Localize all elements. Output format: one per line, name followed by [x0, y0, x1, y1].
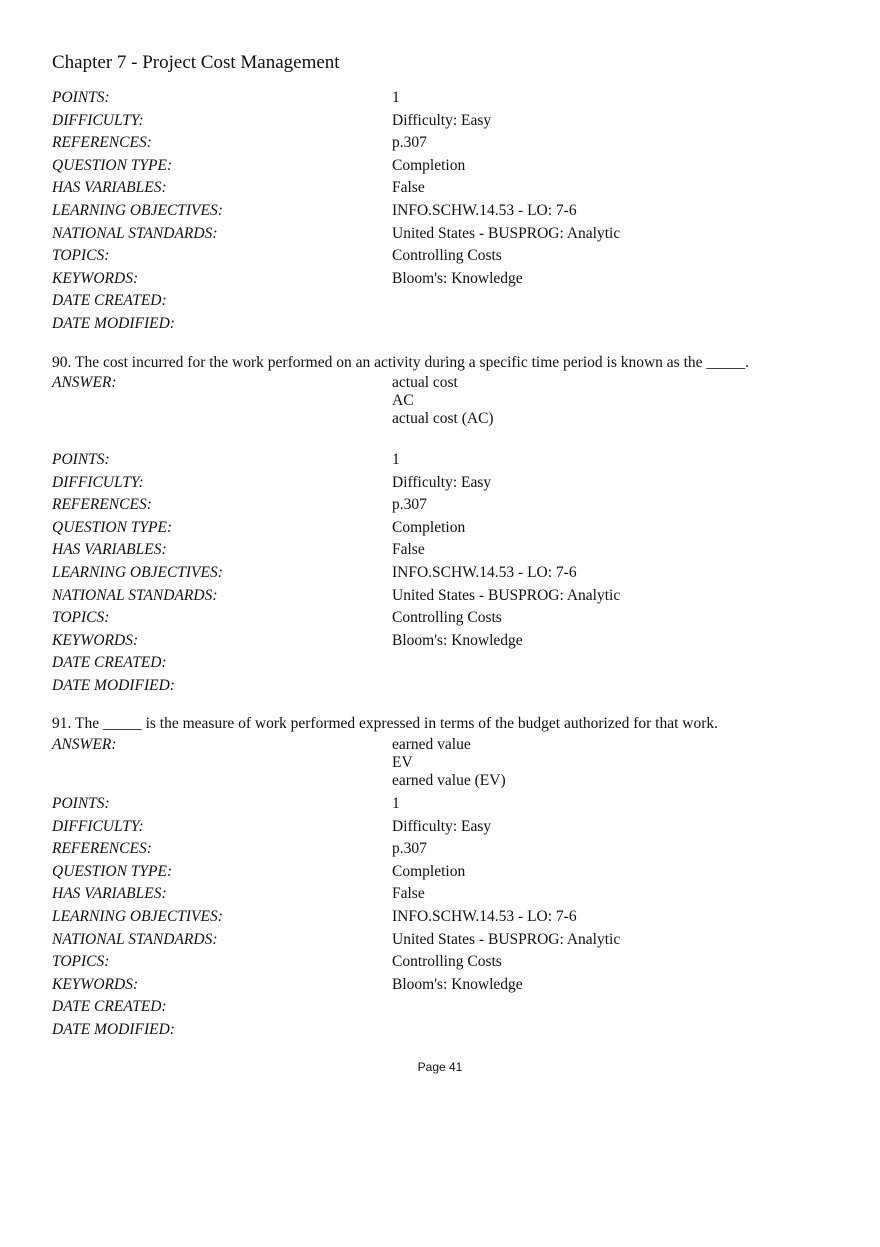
meta-row-question-type	[52, 155, 842, 178]
meta-label: DATE CREATED:	[52, 292, 167, 310]
meta-value: Bloom's: Knowledge	[392, 269, 523, 287]
meta-label: NATIONAL STANDARDS:	[52, 224, 218, 242]
question-90-text: 90. The cost incurred for the work performed on an activity during a specific time period is known as the _____.	[52, 354, 750, 371]
meta-value: Controlling Costs	[392, 953, 502, 971]
page-number: Page 41	[417, 1060, 463, 1074]
meta-label: DATE MODIFIED:	[52, 314, 175, 332]
meta-label: LEARNING OBJECTIVES:	[52, 201, 223, 219]
meta-label: DIFFICULTY:	[52, 473, 144, 491]
meta-label: POINTS:	[52, 89, 110, 106]
meta-label: LEARNING OBJECTIVES:	[52, 563, 223, 581]
meta-label: NATIONAL STANDARDS:	[52, 586, 218, 604]
meta-row-topics	[52, 245, 842, 268]
answer-value: earned value	[392, 736, 471, 753]
meta-value: False	[392, 541, 425, 559]
meta-value: p.307	[392, 840, 427, 858]
meta-row-difficulty	[52, 110, 842, 133]
meta-label: TOPICS:	[52, 247, 110, 265]
meta-row-national-standards	[52, 223, 842, 246]
answer-value: earned value (EV)	[392, 772, 506, 789]
meta-value: 1	[392, 795, 400, 812]
meta-row-points	[52, 449, 842, 472]
meta-value: p.307	[392, 496, 427, 514]
meta-label: NATIONAL STANDARDS:	[52, 930, 218, 948]
answer-values	[392, 374, 494, 428]
meta-value: Completion	[392, 518, 466, 536]
meta-value: Bloom's: Knowledge	[392, 631, 523, 649]
meta-value: United States - BUSPROG: Analytic	[392, 586, 621, 604]
meta-row-date-modified	[52, 313, 842, 336]
metadata-block-q90	[52, 449, 842, 698]
meta-row-references	[52, 494, 842, 517]
meta-value: Controlling Costs	[392, 247, 502, 265]
meta-value: Bloom's: Knowledge	[392, 975, 523, 993]
meta-value: False	[392, 179, 425, 197]
meta-label: DATE MODIFIED:	[52, 676, 175, 694]
meta-label: QUESTION TYPE:	[52, 156, 173, 174]
meta-label: DATE CREATED:	[52, 998, 167, 1016]
meta-label: DIFFICULTY:	[52, 817, 144, 835]
answer-label: ANSWER:	[52, 736, 117, 753]
meta-row-question-type	[52, 517, 842, 540]
meta-value: Difficulty: Easy	[392, 817, 492, 835]
meta-row-learning-objectives	[52, 906, 842, 929]
meta-row-national-standards	[52, 929, 842, 952]
meta-row-date-modified	[52, 1019, 842, 1042]
meta-value: Completion	[392, 862, 466, 880]
meta-value: Difficulty: Easy	[392, 111, 492, 129]
meta-label: REFERENCES:	[52, 134, 152, 152]
meta-label: QUESTION TYPE:	[52, 518, 173, 536]
meta-row-date-created	[52, 996, 842, 1019]
meta-value: INFO.SCHW.14.53 - LO: 7-6	[392, 563, 577, 581]
answer-value: AC	[392, 392, 414, 409]
meta-label: HAS VARIABLES:	[52, 885, 167, 903]
meta-value: Controlling Costs	[392, 609, 502, 627]
meta-label: POINTS:	[52, 795, 110, 812]
meta-row-points	[52, 87, 842, 110]
meta-row-difficulty	[52, 472, 842, 495]
meta-label: HAS VARIABLES:	[52, 179, 167, 197]
meta-value: 1	[392, 451, 400, 468]
meta-row-national-standards	[52, 585, 842, 608]
meta-label: QUESTION TYPE:	[52, 862, 173, 880]
meta-value: United States - BUSPROG: Analytic	[392, 930, 621, 948]
meta-row-difficulty	[52, 816, 842, 839]
meta-row-points	[52, 793, 842, 816]
meta-label: LEARNING OBJECTIVES:	[52, 907, 223, 925]
meta-row-keywords	[52, 268, 842, 291]
answer-value: actual cost (AC)	[392, 410, 494, 427]
meta-label: REFERENCES:	[52, 840, 152, 858]
meta-label: HAS VARIABLES:	[52, 541, 167, 559]
question-91-text: 91. The _____ is the measure of work performed expressed in terms of the budget authorized for that work.	[52, 715, 719, 732]
meta-row-question-type	[52, 861, 842, 884]
meta-row-date-created	[52, 652, 842, 675]
meta-row-keywords	[52, 974, 842, 997]
meta-label: DATE CREATED:	[52, 654, 167, 672]
meta-value: INFO.SCHW.14.53 - LO: 7-6	[392, 907, 577, 925]
answer-values	[392, 736, 506, 790]
meta-value: United States - BUSPROG: Analytic	[392, 224, 621, 242]
meta-value: Completion	[392, 156, 466, 174]
meta-value: 1	[392, 89, 400, 106]
metadata-block-q91	[52, 793, 842, 1042]
meta-row-has-variables	[52, 539, 842, 562]
meta-value: False	[392, 885, 425, 903]
meta-row-has-variables	[52, 177, 842, 200]
meta-row-date-modified	[52, 675, 842, 698]
chapter-title: Chapter 7 - Project Cost Management	[52, 52, 340, 73]
meta-row-references	[52, 132, 842, 155]
meta-label: KEYWORDS:	[52, 269, 139, 287]
meta-value: Difficulty: Easy	[392, 473, 492, 491]
metadata-block-q89	[52, 87, 842, 336]
answer-value: actual cost	[392, 374, 458, 391]
meta-label: TOPICS:	[52, 609, 110, 627]
meta-row-learning-objectives	[52, 200, 842, 223]
meta-row-keywords	[52, 630, 842, 653]
meta-row-references	[52, 838, 842, 861]
answer-label: ANSWER:	[52, 374, 117, 391]
meta-label: TOPICS:	[52, 953, 110, 971]
meta-row-has-variables	[52, 883, 842, 906]
meta-label: KEYWORDS:	[52, 631, 139, 649]
meta-label: DIFFICULTY:	[52, 111, 144, 129]
meta-row-date-created	[52, 290, 842, 313]
meta-row-topics	[52, 607, 842, 630]
meta-value: p.307	[392, 134, 427, 152]
meta-label: DATE MODIFIED:	[52, 1020, 175, 1038]
answer-value: EV	[392, 754, 413, 771]
meta-label: KEYWORDS:	[52, 975, 139, 993]
meta-label: POINTS:	[52, 451, 110, 468]
meta-row-topics	[52, 951, 842, 974]
meta-row-learning-objectives	[52, 562, 842, 585]
meta-value: INFO.SCHW.14.53 - LO: 7-6	[392, 201, 577, 219]
meta-label: REFERENCES:	[52, 496, 152, 514]
